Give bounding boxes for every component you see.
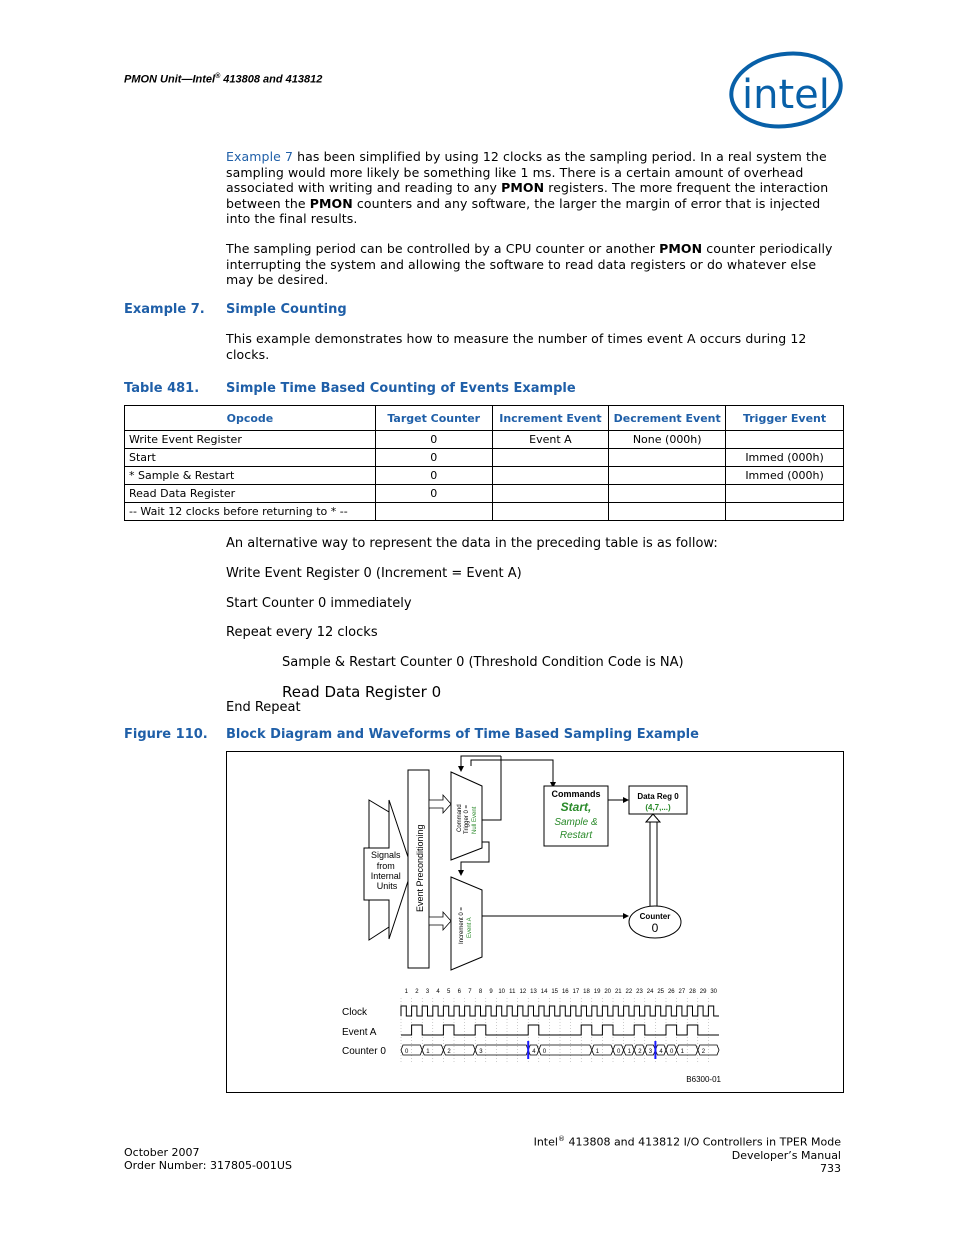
clock-number: 18 xyxy=(583,989,590,995)
clock-number: 29 xyxy=(699,989,707,995)
cell xyxy=(609,449,726,467)
table-caption: Table 481. Simple Time Based Counting of Events Example xyxy=(124,381,576,396)
svg-text:Counter: Counter xyxy=(639,912,671,921)
cell: Event A xyxy=(492,431,609,449)
example-7-link[interactable]: Example 7 xyxy=(226,149,294,164)
cell xyxy=(726,503,844,521)
clock-number: 11 xyxy=(509,989,516,995)
event-waveform xyxy=(401,1025,719,1035)
counter-value: 0 xyxy=(542,1049,547,1055)
table-row xyxy=(125,431,844,449)
cell: Start xyxy=(125,449,376,467)
counter-value: 2 xyxy=(638,1049,642,1055)
alt-intro: An alternative way to represent the data in the preceding table is as follow: xyxy=(226,536,718,551)
cell xyxy=(609,485,726,503)
clock-numbers xyxy=(405,989,718,995)
cell: 0 xyxy=(375,485,492,503)
clock-number: 6 xyxy=(457,989,461,995)
cell xyxy=(492,467,609,485)
cell xyxy=(492,485,609,503)
cell xyxy=(726,431,844,449)
table-row xyxy=(125,503,844,521)
col-decrement-event: Decrement Event xyxy=(609,406,726,431)
alt-line-2: Start Counter 0 immediately xyxy=(226,596,412,611)
svg-text:Trigger 0 =: Trigger 0 = xyxy=(464,805,470,834)
cell: * Sample & Restart xyxy=(125,467,376,485)
counter-value: 3 xyxy=(648,1049,653,1055)
cell xyxy=(609,503,726,521)
footer-manual: Developer’s Manual xyxy=(731,1148,841,1162)
cell: 0 xyxy=(375,431,492,449)
cell: -- Wait 12 clocks before returning to * -- xyxy=(125,503,376,521)
intro-paragraph-1: Example 7 has been simplified by using 12 clocks as the sampling period. In a real system the sampling would more likely be something like 1 ms. There is a certain amount of overhead associated with writing and reading to any PMON registers. The more frequent the interaction between the PMON counters and any software, the larger the margin of error that is injected into the final results. xyxy=(226,149,829,226)
col-increment-event: Increment Event xyxy=(492,406,609,431)
clock-number: 25 xyxy=(657,989,665,995)
counter-value: 1 xyxy=(680,1049,684,1055)
clock-number: 3 xyxy=(425,989,430,995)
svg-text:Data Reg 0: Data Reg 0 xyxy=(637,792,679,801)
clock-number: 23 xyxy=(636,989,643,995)
counter-value: 0 xyxy=(670,1049,674,1055)
intel-logo xyxy=(726,50,844,134)
footer-date: October 2007 xyxy=(124,1146,200,1159)
wave-counter-label: Counter 0 xyxy=(342,1046,386,1057)
example-caption: Example 7. Simple Counting xyxy=(124,302,347,317)
clock-number: 20 xyxy=(604,989,612,995)
table-row xyxy=(125,467,844,485)
clock-number: 7 xyxy=(468,989,472,995)
counter-value: 1 xyxy=(627,1049,631,1055)
wave-event-label: Event A xyxy=(342,1027,377,1038)
clock-number: 13 xyxy=(530,989,537,995)
svg-text:Sample &: Sample & xyxy=(554,817,598,828)
clock-number: 30 xyxy=(710,989,718,995)
counter-cell xyxy=(539,1045,592,1055)
cell: 0 xyxy=(375,467,492,485)
cell: 0 xyxy=(375,449,492,467)
alt-line-5: Read Data Register 0 xyxy=(282,683,442,701)
clock-number: 24 xyxy=(646,989,654,995)
running-header: PMON Unit—Intel® 413808 and 413812 xyxy=(124,73,323,86)
events-table xyxy=(124,405,844,521)
intro-paragraph-2: The sampling period can be controlled by a CPU counter or another PMON counter periodically interrupting the system and allowing the software to read data registers or do whatever else may be desired. xyxy=(226,241,833,287)
cell: None (000h) xyxy=(609,431,726,449)
counter-value: 0 xyxy=(617,1049,621,1055)
clock-number: 27 xyxy=(678,989,686,995)
footer-title: Intel® 413808 and 413812 I/O Controllers in TPER Mode xyxy=(533,1135,841,1149)
precond-text: Event Preconditioning xyxy=(415,824,425,912)
svg-text:intel: intel xyxy=(742,72,830,118)
col-opcode: Opcode xyxy=(125,406,376,431)
cell: Immed (000h) xyxy=(726,467,844,485)
col-trigger-event: Trigger Event xyxy=(726,406,844,431)
cell xyxy=(375,503,492,521)
example-text: This example demonstrates how to measure the number of times event A occurs during 12 clocks. xyxy=(226,331,807,362)
counter-value: 1 xyxy=(426,1049,430,1055)
alt-line-3: Repeat every 12 clocks xyxy=(226,625,378,640)
counter-value: 3 xyxy=(479,1049,483,1055)
clock-number: 22 xyxy=(625,989,633,995)
alt-line-6: End Repeat xyxy=(226,700,301,715)
clock-number: 28 xyxy=(689,989,696,995)
clock-number: 2 xyxy=(415,989,419,995)
counter-value: 0 xyxy=(405,1049,409,1055)
svg-text:Start,: Start, xyxy=(560,800,592,814)
svg-text:Null Event: Null Event xyxy=(472,806,478,834)
svg-text:Increment 0 =: Increment 0 = xyxy=(459,907,465,944)
clock-number: 9 xyxy=(489,989,493,995)
clock-number: 10 xyxy=(498,989,506,995)
clock-number: 26 xyxy=(667,989,675,995)
figure-caption: Figure 110. Block Diagram and Waveforms of Time Based Sampling Example xyxy=(124,727,699,742)
counter-value: 4 xyxy=(532,1049,536,1055)
footer-order: Order Number: 317805-001US xyxy=(124,1159,292,1172)
clock-number: 21 xyxy=(614,989,622,995)
counter-value: 2 xyxy=(447,1049,451,1055)
footer-right xyxy=(534,1133,841,1175)
col-target-counter: Target Counter xyxy=(375,406,492,431)
signals-text: Signals from Internal Units xyxy=(370,850,401,891)
cell xyxy=(492,449,609,467)
alt-line-1: Write Event Register 0 (Increment = Event A) xyxy=(226,566,522,581)
clock-waveform xyxy=(401,1006,719,1016)
footer-left xyxy=(124,1146,292,1172)
clock-number: 17 xyxy=(572,989,580,995)
counter-value: 2 xyxy=(701,1049,706,1055)
figure-box xyxy=(226,751,844,1093)
clock-number: 16 xyxy=(561,989,569,995)
cell xyxy=(726,485,844,503)
cell: Write Event Register xyxy=(125,431,376,449)
wave-clock-label: Clock xyxy=(342,1007,368,1018)
table-row xyxy=(125,449,844,467)
table-header-row xyxy=(125,406,844,431)
svg-text:Commands: Commands xyxy=(551,789,601,799)
clock-number: 14 xyxy=(540,989,548,995)
footer-page: 733 xyxy=(820,1161,841,1175)
counter-value: 1 xyxy=(595,1049,600,1055)
clock-number: 19 xyxy=(593,989,601,995)
clock-number: 5 xyxy=(447,989,451,995)
cell xyxy=(609,467,726,485)
counter-value: 4 xyxy=(659,1049,663,1055)
figure-code: B6300-01 xyxy=(686,1075,721,1084)
svg-text:0: 0 xyxy=(651,921,659,935)
alt-line-4: Sample & Restart Counter 0 (Threshold Condition Code is NA) xyxy=(282,655,684,670)
svg-text:Restart: Restart xyxy=(559,830,593,841)
clock-number: 12 xyxy=(519,989,527,995)
cell: Read Data Register xyxy=(125,485,376,503)
clock-number: 1 xyxy=(404,989,408,995)
counter-cell xyxy=(475,1045,528,1055)
table-row xyxy=(125,485,844,503)
cell xyxy=(492,503,609,521)
clock-number: 4 xyxy=(436,989,440,995)
svg-text:Command: Command xyxy=(457,804,463,832)
clock-number: 15 xyxy=(551,989,559,995)
svg-text:Event A: Event A xyxy=(467,917,473,938)
svg-text:(4,7,...): (4,7,...) xyxy=(645,803,671,812)
clock-number: 8 xyxy=(478,989,483,995)
cell: Immed (000h) xyxy=(726,449,844,467)
